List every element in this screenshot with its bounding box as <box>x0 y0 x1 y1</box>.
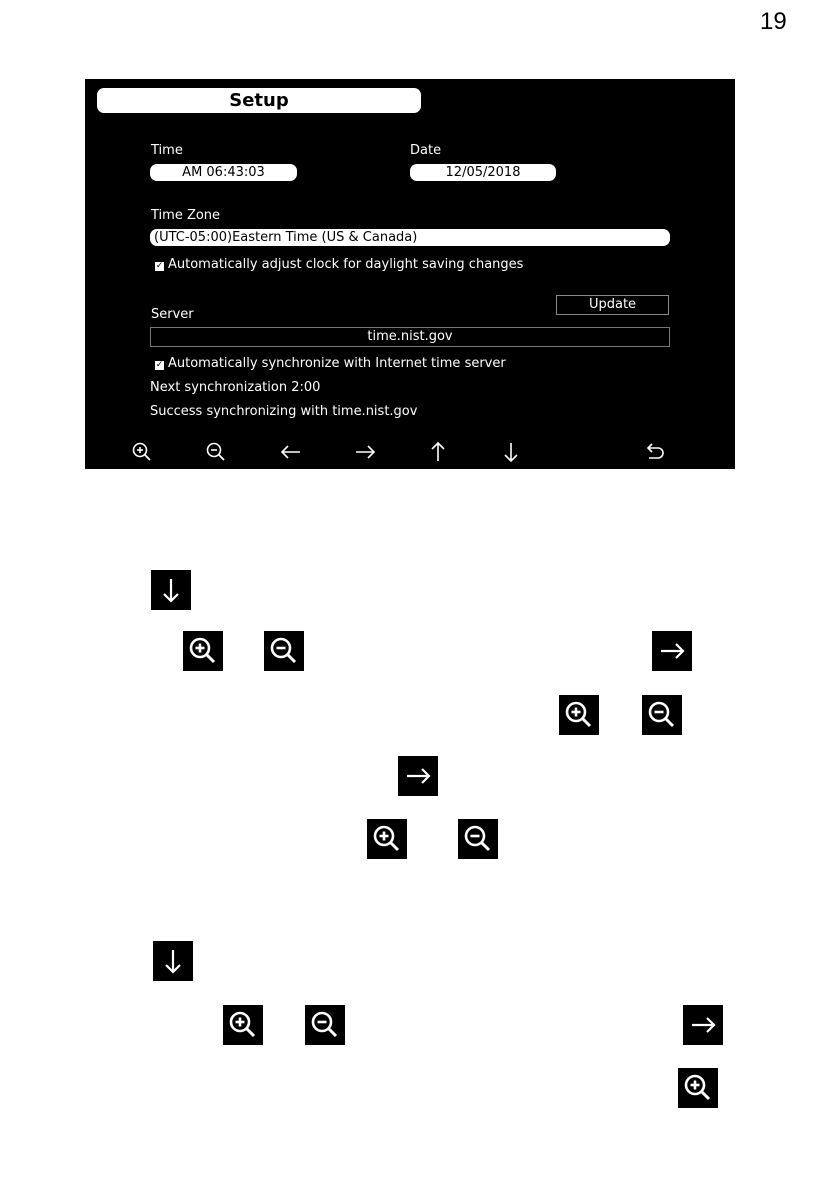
date-field[interactable]: 12/05/2018 <box>410 164 556 181</box>
arrow-down-icon <box>153 941 193 981</box>
setup-screen <box>85 79 735 469</box>
date-label: Date <box>410 143 442 158</box>
zoom-in-icon <box>183 631 223 671</box>
zoom-out-icon <box>458 819 498 859</box>
update-button[interactable]: Update <box>556 295 669 315</box>
sync-status-text: Success synchronizing with time.nist.gov <box>150 404 418 419</box>
timezone-select[interactable]: (UTC-05:00)Eastern Time (US & Canada) <box>150 229 670 246</box>
server-field[interactable]: time.nist.gov <box>150 327 670 347</box>
zoom-out-icon <box>642 695 682 735</box>
time-label: Time <box>151 143 183 158</box>
dst-checkbox-label: Automatically adjust clock for daylight saving changes <box>168 257 524 272</box>
screen-title: Setup <box>97 88 421 113</box>
zoom-out-icon <box>264 631 304 671</box>
server-label: Server <box>151 307 194 322</box>
page-number: 19 <box>760 8 787 35</box>
time-field[interactable]: AM 06:43:03 <box>150 164 297 181</box>
next-sync-text: Next synchronization 2:00 <box>150 380 321 395</box>
zoom-in-icon <box>559 695 599 735</box>
arrow-right-icon[interactable] <box>353 440 377 464</box>
zoom-out-icon <box>305 1005 345 1045</box>
sync-checkbox-label: Automatically synchronize with Internet time server <box>168 356 506 371</box>
zoom-in-icon <box>367 819 407 859</box>
arrow-left-icon[interactable] <box>279 440 303 464</box>
arrow-right-icon <box>398 756 438 796</box>
arrow-down-icon <box>151 570 191 610</box>
dst-checkbox[interactable]: ✓ <box>155 261 164 271</box>
zoom-in-icon <box>223 1005 263 1045</box>
arrow-down-icon[interactable] <box>499 440 523 464</box>
arrow-right-icon <box>683 1005 723 1045</box>
dst-checkbox-row[interactable] <box>155 257 523 272</box>
zoom-out-icon[interactable] <box>204 440 228 464</box>
timezone-label: Time Zone <box>151 208 221 223</box>
zoom-in-icon[interactable] <box>130 440 154 464</box>
zoom-in-icon <box>678 1068 718 1108</box>
arrow-right-icon <box>652 631 692 671</box>
arrow-up-icon[interactable] <box>426 440 450 464</box>
back-icon[interactable] <box>643 440 667 464</box>
sync-checkbox-row[interactable] <box>155 356 506 371</box>
sync-checkbox[interactable]: ✓ <box>155 360 164 370</box>
